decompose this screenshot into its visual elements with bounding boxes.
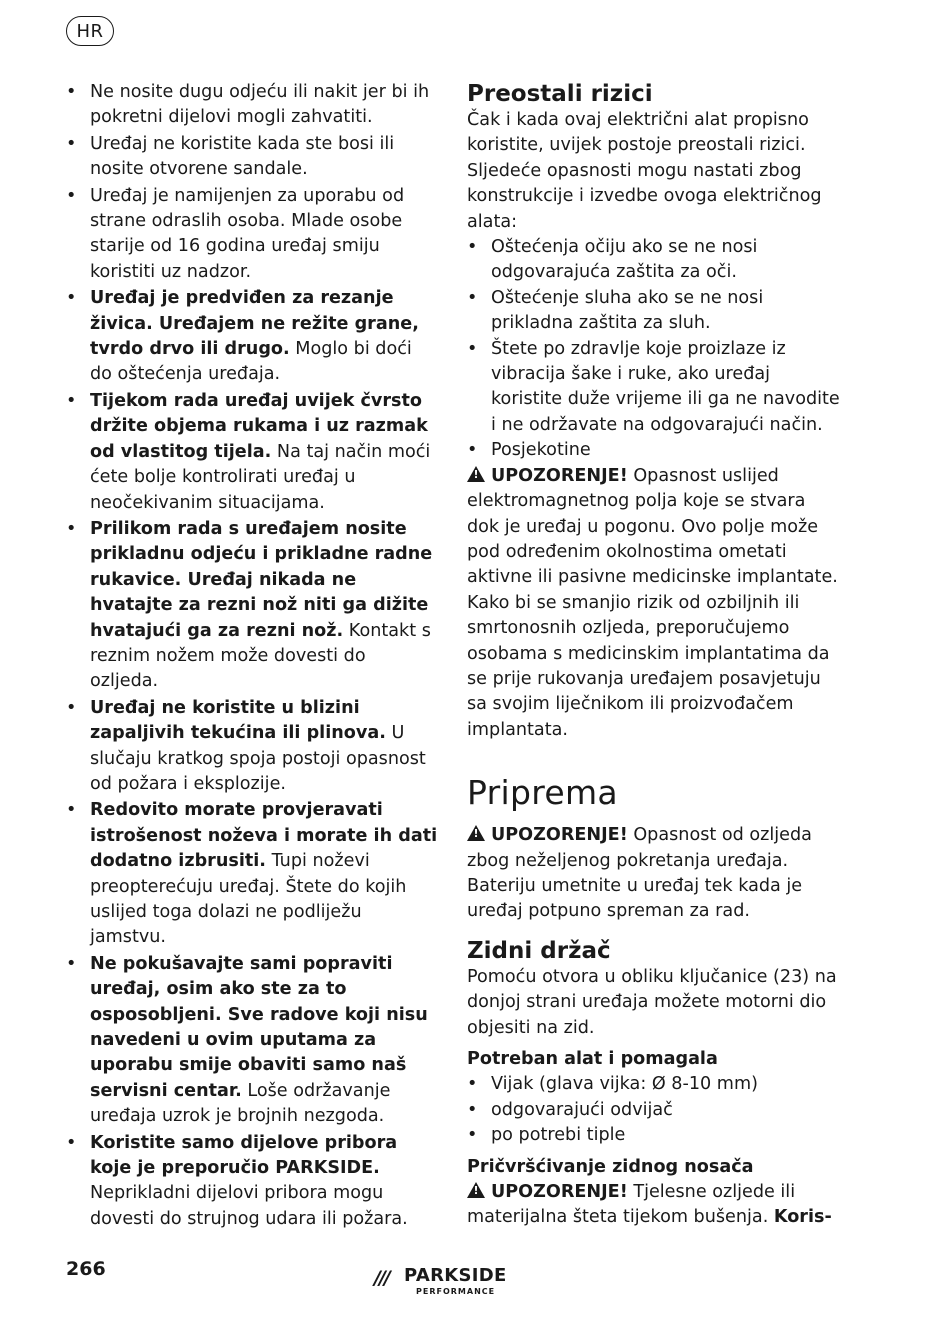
logo-stripes-icon: ///: [374, 1267, 389, 1289]
residual-risks-heading: Preostali rizici: [467, 81, 653, 107]
parkside-logo: [374, 1265, 524, 1297]
warning-triangle-icon: [467, 1182, 485, 1198]
list-item: • Posjekotine: [467, 438, 842, 463]
language-badge-label: HR: [76, 20, 104, 42]
language-badge: [66, 16, 114, 46]
safety-list: [66, 80, 438, 1232]
logo-name: PARKSIDE: [404, 1265, 507, 1286]
list-item: • Oštećenja očiju ako se ne nosi odgovarajuća zaštita za oči.: [467, 235, 842, 286]
mount-heading: Pričvršćivanje zidnog nosača: [467, 1156, 754, 1177]
page-number: 266: [66, 1258, 106, 1280]
list-item: • Uređaj ne koristite kada ste bosi ili nosite otvorene sandale.: [66, 132, 438, 183]
wall-holder-text: Pomoću otvora u obliku ključanice (23) na donjoj strani uređaja možete motorni dio objesiti na zid.: [467, 966, 837, 1038]
wall-holder-heading: Zidni držač: [467, 937, 611, 964]
list-item: • Prilikom rada s uređajem nosite prikladnu odjeću i prikladne radne rukavice. Uređaj nikada ne hvatajte za rezni nož niti ga dižite hvatajući ga za rezni nož. Kontakt s reznim nožem može dovesti do ozljeda.: [66, 517, 438, 695]
list-item: • Oštećenje sluha ako se ne nosi prikladna zaštita za sluh.: [467, 286, 842, 337]
list-item: • Uređaj ne koristite u blizini zapaljivih tekućina ili plinova. U slučaju kratkog spoja postoji opasnost od požara i eksplozije.: [66, 696, 438, 798]
list-item: • Vijak (glava vijka: Ø 8-10 mm): [467, 1072, 842, 1097]
warning-triangle-icon: [467, 466, 485, 482]
list-item: • Ne nosite dugu odjeću ili nakit jer bi ih pokretni dijelovi mogli zahvatiti.: [66, 80, 438, 131]
risks-list: [467, 235, 842, 464]
warning-startup: !UPOZORENJE! Opasnost od ozljeda zbog neželjenog pokretanja uređaja. Bateriju umetnite u uređaj tek kada je uređaj potpuno spreman za rad.: [467, 823, 842, 925]
left-column: [66, 80, 438, 1233]
list-item: • Ne pokušavajte sami popraviti uređaj, osim ako ste za to osposobljeni. Sve radove koji nisu navedeni u ovim uputama za uporabu smije obaviti samo naš servisni centar. Loše održavanje uređaja uzrok je brojnih nezgoda.: [66, 952, 438, 1130]
preparation-heading: Priprema: [467, 773, 618, 813]
warning-emf: !UPOZORENJE! Opasnost uslijed elektromagnetnog polja koje se stvara dok je uređaj u pogonu. Ovo polje može pod određenim okolnostima ometati aktivne ili pasivne medicinske implantate. Kako bi se smanjio rizik od ozbiljnih ili smrtonosnih ozljeda, preporučujemo osobama s medicinskim implantatima da se prije rukovanja uređajem posavjetuju sa svojim liječnikom ili proizvođačem implantata.: [467, 464, 842, 743]
tools-heading: Potreban alat i pomagala: [467, 1049, 718, 1069]
list-item: • Koristite samo dijelove pribora koje je preporučio PARKSIDE. Neprikladni dijelovi pribora mogu dovesti do strujnog udara ili požara.: [66, 1131, 438, 1233]
list-item: • Tijekom rada uređaj uvijek čvrsto držite objema rukama i uz razmak od vlastitog tijela. Na taj način moći ćete bolje kontrolirati uređaj u neočekivanim situacijama.: [66, 389, 438, 516]
residual-risks-intro: Čak i kada ovaj električni alat propisno koristite, uvijek postoje preostali rizici. Sljedeće opasnosti mogu nastati zbog konstrukcije i izvedbe ovoga električnog alata:: [467, 110, 822, 232]
tools-list: [467, 1072, 842, 1148]
list-item: • Uređaj je predviđen za rezanje živica. Uređajem ne režite grane, tvrdo drvo ili drugo. Moglo bi doći do oštećenja uređaja.: [66, 286, 438, 388]
list-item: • Redovito morate provjeravati istrošenost noževa i morate ih dati dodatno izbrusiti. Tupi noževi preopterećuju uređaj. Štete do kojih uslijed toga dolazi ne podliježu jamstvu.: [66, 798, 438, 950]
list-item: • Uređaj je namijenjen za uporabu od strane odraslih osoba. Mlade osobe starije od 16 godina uređaj smiju koristiti uz nadzor.: [66, 184, 438, 286]
warning-drilling: !UPOZORENJE! Tjelesne ozljede ili materijalna šteta tijekom bušenja. Koris-: [467, 1180, 842, 1231]
logo-subtitle: PERFORMANCE: [416, 1287, 496, 1296]
list-item: • po potrebi tiple: [467, 1123, 842, 1148]
list-item: • odgovarajući odvijač: [467, 1098, 842, 1123]
warning-triangle-icon: [467, 825, 485, 841]
list-item: • Štete po zdravlje koje proizlaze iz vibracija šake i ruke, ako uređaj koristite duže vrijeme ili ga ne navodite i ne održavate na odgovarajući način.: [467, 337, 842, 439]
right-column: [467, 80, 842, 1231]
